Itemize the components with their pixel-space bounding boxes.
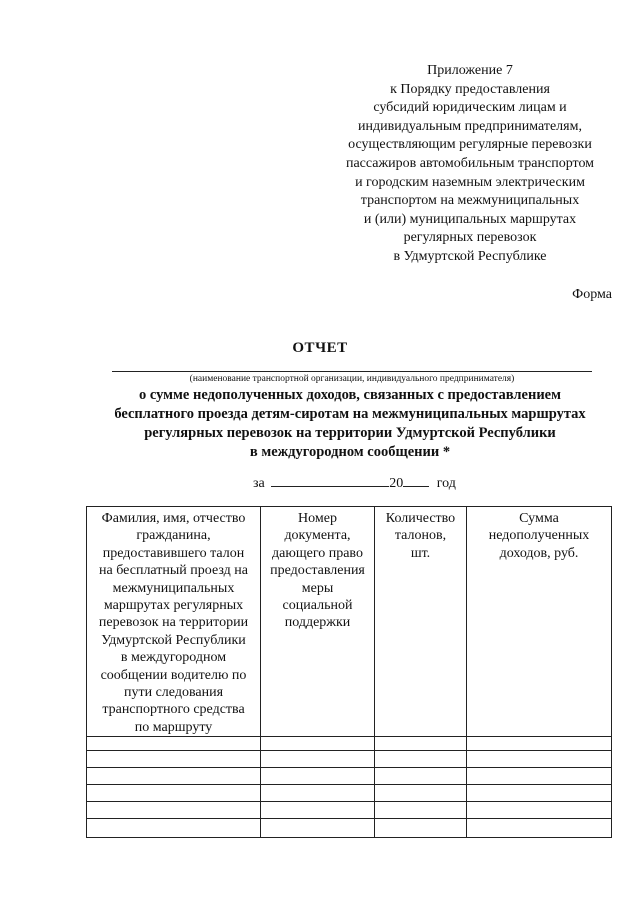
table-cell[interactable] bbox=[467, 768, 612, 785]
header-line: по маршруту bbox=[134, 719, 213, 735]
report-subtitle bbox=[60, 386, 640, 462]
table-row bbox=[87, 768, 612, 785]
header-line: дающего право bbox=[272, 545, 363, 561]
organization-name-caption: (наименование транспортной организации, индивидуального предпринимателя) bbox=[189, 374, 515, 384]
table-cell[interactable] bbox=[375, 785, 467, 802]
table-cell[interactable] bbox=[375, 751, 467, 768]
table-cell[interactable] bbox=[261, 737, 375, 751]
table-cell[interactable] bbox=[467, 819, 612, 838]
table-cell[interactable] bbox=[87, 737, 261, 751]
period-year-field bbox=[403, 474, 429, 487]
appendix-line: в Удмуртской Республике bbox=[393, 248, 547, 264]
period-prefix: за bbox=[253, 476, 265, 491]
table-cell[interactable] bbox=[87, 785, 261, 802]
report-title: ОТЧЕТ bbox=[292, 340, 348, 356]
table-cell[interactable] bbox=[375, 768, 467, 785]
header-line: предоставления bbox=[270, 563, 365, 579]
header-line: Номер bbox=[298, 511, 337, 526]
table-row bbox=[87, 737, 612, 751]
table-cell[interactable] bbox=[261, 751, 375, 768]
appendix-line: пассажиров автомобильным транспортом bbox=[345, 155, 595, 171]
report-period bbox=[253, 474, 456, 492]
table-cell[interactable] bbox=[87, 751, 261, 768]
table-cell[interactable] bbox=[87, 768, 261, 785]
table-cell[interactable] bbox=[467, 802, 612, 819]
table-cell[interactable] bbox=[261, 768, 375, 785]
header-line: пути следования bbox=[123, 685, 224, 701]
header-line: Количество bbox=[385, 511, 456, 526]
table-cell[interactable] bbox=[467, 737, 612, 751]
header-line: шт. bbox=[410, 545, 431, 561]
header-line: Удмуртской Республики bbox=[101, 632, 246, 648]
appendix-line: индивидуальным предпринимателям, bbox=[358, 118, 582, 134]
table-row bbox=[87, 751, 612, 768]
table-cell[interactable] bbox=[375, 819, 467, 838]
appendix-line: осуществляющим регулярные перевозки bbox=[348, 137, 592, 153]
subtitle-line: регулярных перевозок на территории Удмуртской Республики bbox=[144, 425, 556, 441]
header-line: межмуниципальных bbox=[112, 580, 235, 596]
header-line: в междугородном bbox=[120, 650, 227, 666]
header-line: Сумма bbox=[519, 511, 559, 526]
header-line: документа, bbox=[284, 528, 351, 544]
header-cell-citizen bbox=[87, 507, 261, 737]
header-line: поддержки bbox=[284, 615, 351, 631]
appendix-header bbox=[300, 62, 640, 267]
header-line: перевозок на территории bbox=[98, 615, 249, 631]
table-header-row bbox=[87, 507, 612, 737]
period-date-field bbox=[271, 474, 389, 487]
period-suffix: год bbox=[436, 476, 456, 491]
form-label: Форма bbox=[572, 287, 612, 302]
header-cell-ticket-count bbox=[375, 507, 467, 737]
appendix-line: и городским наземным электрическим bbox=[355, 174, 585, 190]
table-cell[interactable] bbox=[261, 785, 375, 802]
appendix-line: регулярных перевозок bbox=[403, 230, 537, 246]
subtitle-line: бесплатного проезда детям-сиротам на межмуниципальных маршрутах bbox=[114, 406, 586, 422]
header-line: Фамилия, имя, отчество bbox=[101, 511, 246, 526]
header-line: на бесплатный проезд на bbox=[99, 563, 248, 579]
table-cell[interactable] bbox=[261, 802, 375, 819]
appendix-line: транспортом на межмуниципальных bbox=[360, 193, 580, 209]
organization-name-field bbox=[112, 371, 592, 372]
period-century: 20 bbox=[389, 476, 404, 491]
table-cell[interactable] bbox=[467, 785, 612, 802]
table-cell[interactable] bbox=[467, 751, 612, 768]
header-line: социальной bbox=[282, 598, 353, 614]
subtitle-line: в междугородном сообщении * bbox=[249, 444, 451, 460]
appendix-line: Приложение 7 bbox=[427, 63, 513, 78]
header-line: сообщении водителю по bbox=[100, 667, 247, 683]
header-line: предоставившего талон bbox=[102, 545, 245, 561]
table-cell[interactable] bbox=[261, 819, 375, 838]
header-line: меры bbox=[301, 580, 334, 596]
header-line: маршрутах регулярных bbox=[103, 598, 244, 614]
header-line: талонов, bbox=[394, 528, 447, 544]
header-line: гражданина, bbox=[136, 528, 211, 544]
header-line: доходов, руб. bbox=[499, 545, 579, 561]
table-row bbox=[87, 785, 612, 802]
header-line: недополученных bbox=[488, 528, 590, 544]
header-cell-document-number bbox=[261, 507, 375, 737]
header-cell-lost-income bbox=[467, 507, 612, 737]
table-row bbox=[87, 802, 612, 819]
subtitle-line: о сумме недополученных доходов, связанных с предоставлением bbox=[139, 387, 561, 403]
appendix-line: субсидий юридическим лицам и bbox=[373, 100, 567, 116]
header-line: транспортного средства bbox=[102, 702, 245, 718]
appendix-line: к Порядку предоставления bbox=[390, 81, 550, 97]
table-cell[interactable] bbox=[375, 737, 467, 751]
table-cell[interactable] bbox=[375, 802, 467, 819]
table-cell[interactable] bbox=[87, 819, 261, 838]
table-cell[interactable] bbox=[87, 802, 261, 819]
table-row bbox=[87, 819, 612, 838]
report-table bbox=[86, 506, 612, 838]
appendix-line: и (или) муниципальных маршрутах bbox=[363, 211, 577, 227]
